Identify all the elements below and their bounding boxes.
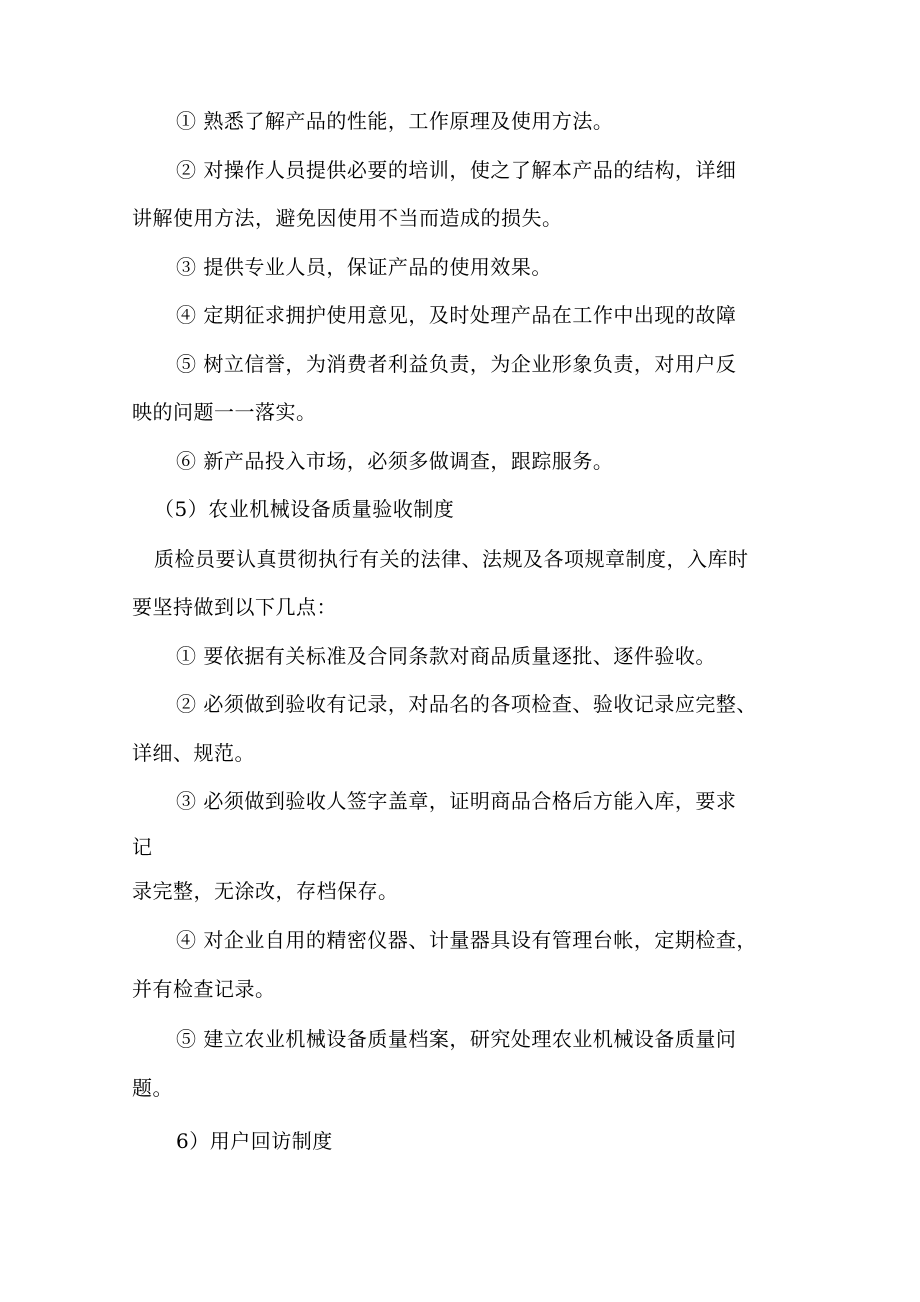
item-line: ③ 提供专业人员，保证产品的使用效果。 [176, 255, 552, 279]
section-heading: （5）农业机械设备质量验收制度 [154, 497, 455, 521]
item-continuation-line: 记 [132, 835, 153, 859]
paragraph-line: 质检员要认真贯彻执行有关的法律、法规及各项规章制度，入库时 [154, 547, 749, 571]
item-continuation-line: 录完整，无涂改，存档保存。 [132, 879, 399, 903]
item-line: ⑤ 树立信誉，为消费者利益负责，为企业形象负责，对用户反 [176, 352, 737, 376]
item-continuation-line: 详细、规范。 [132, 741, 255, 765]
item-continuation-line: 并有检查记录。 [132, 977, 276, 1001]
item-continuation-line: 映的问题一一落实。 [132, 400, 317, 424]
item-line: ② 对操作人员提供必要的培训，使之了解本产品的结构，详细 [176, 158, 737, 182]
item-line: ① 要依据有关标准及合同条款对商品质量逐批、逐件验收。 [176, 644, 716, 668]
paragraph-continuation-line: 要坚持做到以下几点： [132, 595, 337, 619]
item-line: ② 必须做到验收有记录，对品名的各项检查、验收记录应完整、 [176, 692, 757, 716]
item-line: ⑥ 新产品投入市场，必须多做调查，跟踪服务。 [176, 449, 614, 473]
item-line: ④ 对企业自用的精密仪器、计量器具设有管理台帐，定期检查， [176, 928, 757, 952]
section-heading: 6）用户回访制度 [176, 1129, 333, 1153]
item-continuation-line: 讲解使用方法，避免因使用不当而造成的损失。 [132, 206, 563, 230]
item-line: ④ 定期征求拥护使用意见，及时处理产品在工作中出现的故障 [176, 303, 737, 327]
item-line: ① 熟悉了解产品的性能，工作原理及使用方法。 [176, 109, 614, 133]
item-line: ⑤ 建立农业机械设备质量档案，研究处理农业机械设备质量问 [176, 1027, 737, 1051]
item-line: ③ 必须做到验收人签字盖章，证明商品合格后方能入库，要求 [176, 789, 737, 813]
item-continuation-line: 题。 [132, 1076, 173, 1100]
